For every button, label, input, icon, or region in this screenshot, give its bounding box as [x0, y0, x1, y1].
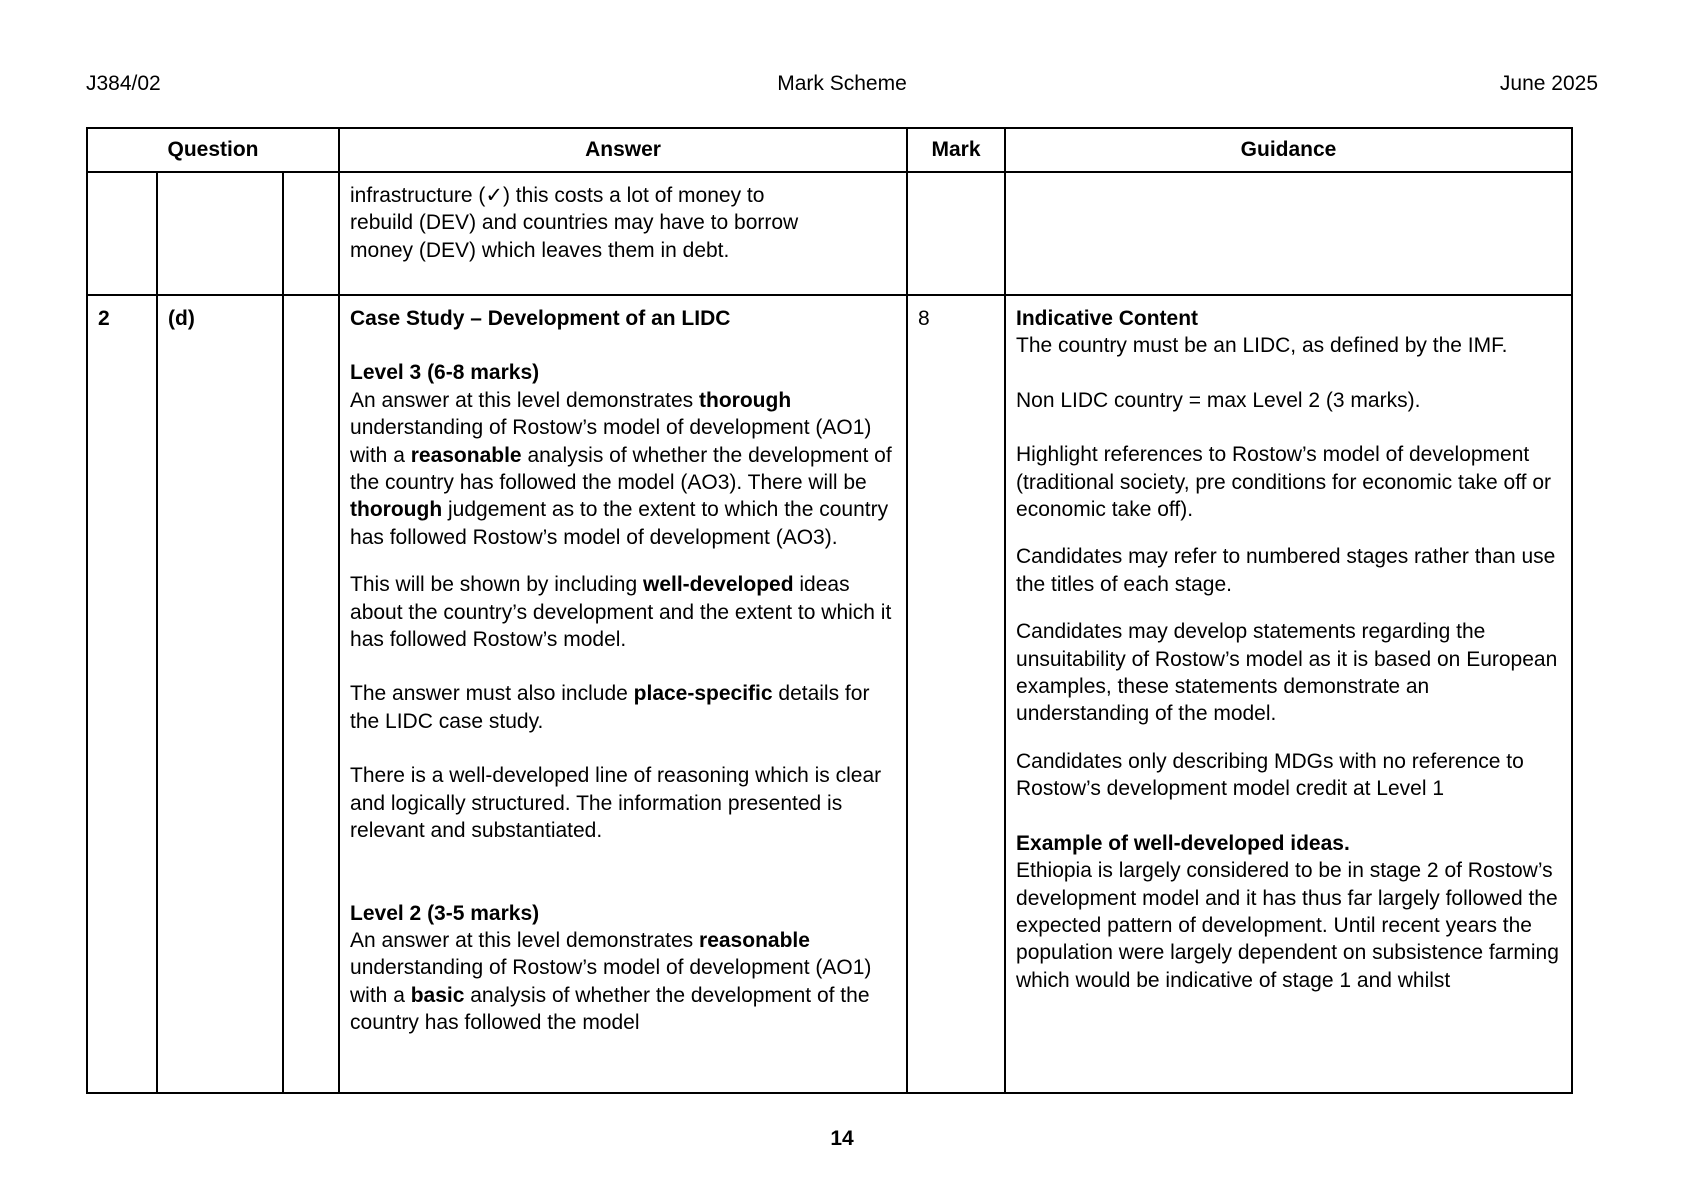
level2-heading: Level 2 (3-5 marks): [350, 901, 540, 925]
guidance-paragraph: Candidates only describing MDGs with no reference to Rostow’s development model credit at Level 1: [1016, 749, 1524, 801]
answer-line: money (DEV) which leaves them in debt.: [350, 238, 730, 262]
answer-cell: [339, 295, 907, 1093]
question-part-cell: [157, 172, 283, 295]
guidance-paragraph: Non LIDC country = max Level 2 (3 marks).: [1016, 388, 1421, 412]
level3-description: An answer at this level demonstrates thorough understanding of Rostow’s model of development (AO1) with a reasonable analysis of whether the development of the country has followed the model (AO3). There will be thorough judgement as to the extent to which the country has followed Rostow’s model of development (AO3).: [350, 388, 892, 549]
mark-cell: [907, 295, 1005, 1093]
answer-cell: [339, 172, 907, 295]
example-heading: Example of well-developed ideas.: [1016, 831, 1350, 855]
column-header-mark: Mark: [907, 128, 1005, 172]
mark-scheme-table: [86, 127, 1573, 1094]
column-header-answer: Answer: [339, 128, 907, 172]
guidance-heading: Indicative Content: [1016, 307, 1199, 330]
answer-line: infrastructure (✓) this costs a lot of money to: [350, 184, 765, 207]
table-header-row: [87, 128, 1572, 172]
question-number-cell: [87, 295, 157, 1093]
document-date: June 2025: [1499, 72, 1598, 95]
column-header-question: Question: [87, 128, 339, 172]
level3-heading: Level 3 (6-8 marks): [350, 361, 540, 385]
level3-shown-by: This will be shown by including well-developed ideas about the country’s development and the extent to which it has followed Rostow’s model.: [350, 573, 892, 652]
guidance-paragraph: Highlight references to Rostow’s model of development (traditional society, pre conditions for economic take off or economic take off).: [1016, 443, 1552, 522]
table-row: [87, 172, 1572, 295]
level3-reasoning: There is a well-developed line of reasoning which is clear and logically structured. The information presented is relevant and substantiated.: [350, 764, 882, 843]
question-part: (d): [168, 307, 195, 330]
example-text: Ethiopia is largely considered to be in stage 2 of Rostow’s development model and it has thus far largely followed the expected pattern of development. Until recent years the population were largely dependent on subsistence farming which would be indicative of stage 1 and whilst: [1016, 859, 1559, 992]
question-number: 2: [98, 307, 110, 330]
guidance-cell: [1005, 172, 1572, 295]
question-subpart-cell: [283, 172, 339, 295]
answer-title: Case Study – Development of an LIDC: [350, 307, 731, 330]
guidance-paragraph: Candidates may refer to numbered stages rather than use the titles of each stage.: [1016, 545, 1556, 596]
question-part-cell: [157, 295, 283, 1093]
question-number-cell: [87, 172, 157, 295]
level2-description: An answer at this level demonstrates reasonable understanding of Rostow’s model of development (AO1) with a basic analysis of whether the development of the country has followed the model: [350, 928, 872, 1035]
guidance-paragraph: Candidates may develop statements regarding the unsuitability of Rostow’s model as it is based on European examples, these statements demonstrate an understanding of the model.: [1016, 620, 1558, 726]
mark-value: 8: [918, 307, 930, 330]
guidance-cell: [1005, 295, 1572, 1093]
answer-line: rebuild (DEV) and countries may have to borrow: [350, 211, 799, 235]
document-code: J384/02: [86, 72, 161, 95]
mark-cell: [907, 172, 1005, 295]
question-subpart-cell: [283, 295, 339, 1093]
guidance-paragraph: The country must be an LIDC, as defined by the IMF.: [1016, 334, 1508, 358]
column-header-guidance: Guidance: [1005, 128, 1572, 172]
level3-place-specific: The answer must also include place-specific details for the LIDC case study.: [350, 682, 870, 733]
table-row: [87, 295, 1572, 1093]
document-title: Mark Scheme: [777, 72, 907, 95]
page-number: 14: [830, 1127, 854, 1150]
